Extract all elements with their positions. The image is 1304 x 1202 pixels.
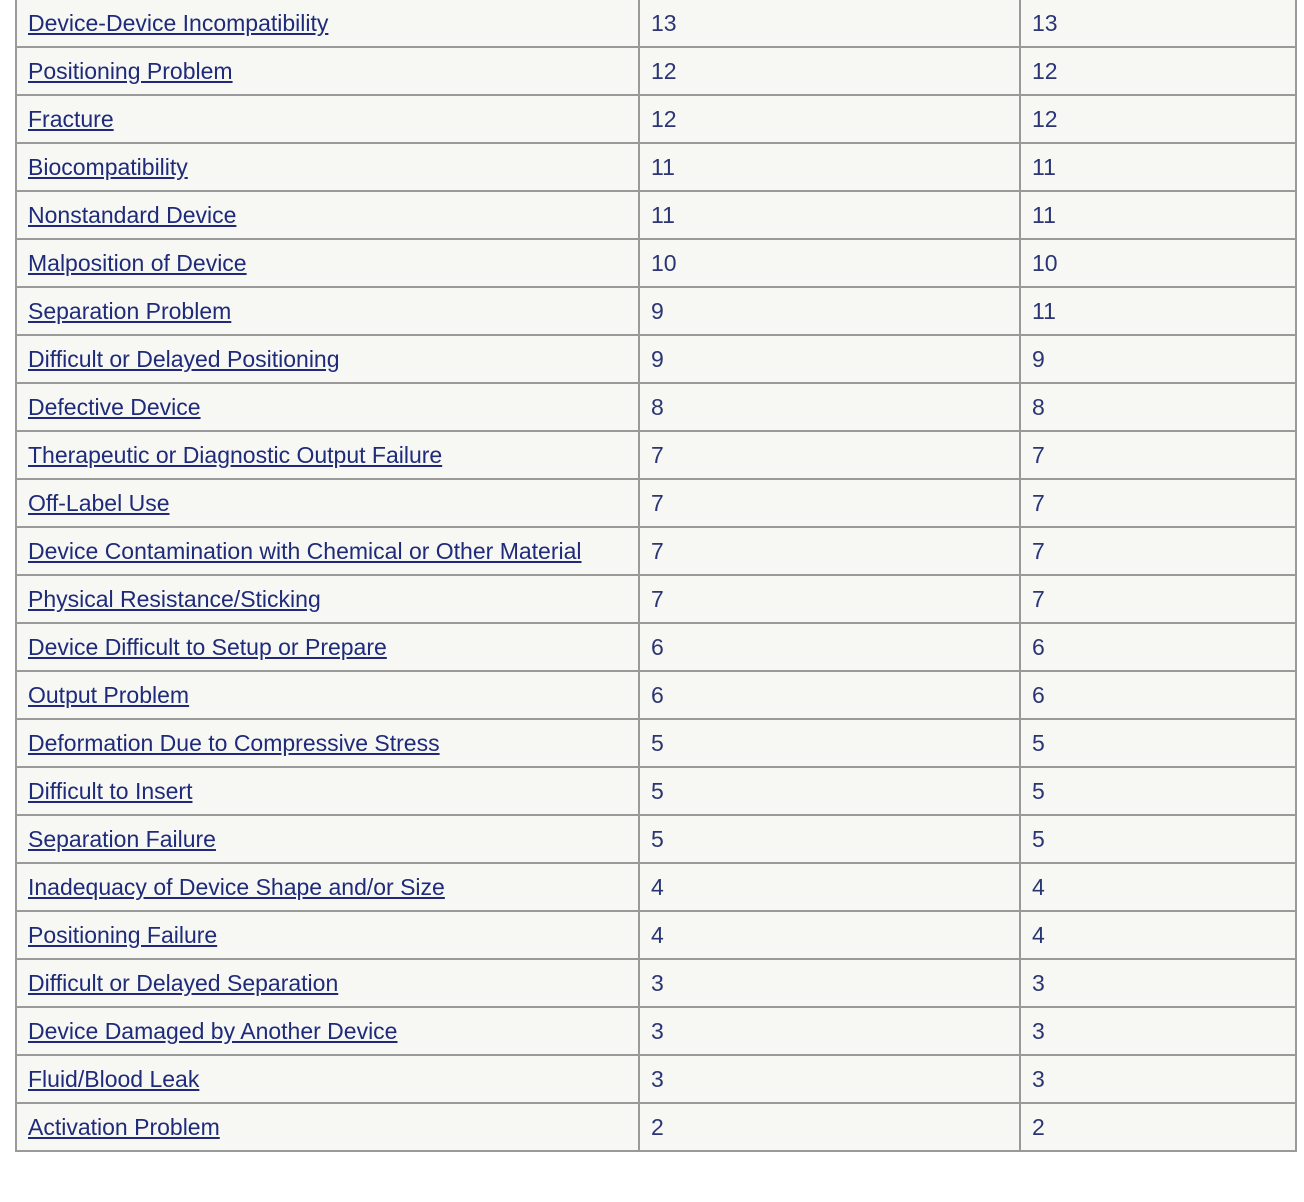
count-a-cell: 5 — [639, 815, 1020, 863]
count-b-cell: 8 — [1020, 383, 1296, 431]
problem-cell — [16, 1103, 639, 1151]
count-a-cell: 4 — [639, 863, 1020, 911]
table-row — [16, 47, 1296, 95]
problem-cell — [16, 767, 639, 815]
table-row — [16, 1103, 1296, 1151]
count-b-cell: 12 — [1020, 95, 1296, 143]
problem-cell — [16, 863, 639, 911]
problem-cell — [16, 239, 639, 287]
problem-cell — [16, 95, 639, 143]
table-row — [16, 431, 1296, 479]
problem-link[interactable]: Separation Problem — [28, 297, 232, 324]
count-a-cell: 7 — [639, 575, 1020, 623]
problem-link[interactable]: Difficult or Delayed Separation — [28, 969, 339, 996]
table-row — [16, 143, 1296, 191]
count-b-cell: 11 — [1020, 191, 1296, 239]
problem-cell — [16, 47, 639, 95]
count-a-cell: 9 — [639, 335, 1020, 383]
problem-cell — [16, 479, 639, 527]
device-problems-table — [15, 0, 1297, 1152]
problem-link[interactable]: Difficult to Insert — [28, 777, 193, 804]
count-a-cell: 13 — [639, 0, 1020, 47]
problem-cell — [16, 959, 639, 1007]
count-a-cell: 10 — [639, 239, 1020, 287]
count-a-cell: 6 — [639, 671, 1020, 719]
count-a-cell: 9 — [639, 287, 1020, 335]
problem-link[interactable]: Physical Resistance/Sticking — [28, 585, 321, 612]
count-a-cell: 3 — [639, 959, 1020, 1007]
count-b-cell: 13 — [1020, 0, 1296, 47]
count-b-cell: 7 — [1020, 575, 1296, 623]
problem-link[interactable]: Device Difficult to Setup or Prepare — [28, 633, 387, 660]
table-row — [16, 527, 1296, 575]
problem-link[interactable]: Separation Failure — [28, 825, 216, 852]
count-b-cell: 4 — [1020, 863, 1296, 911]
count-a-cell: 2 — [639, 1103, 1020, 1151]
count-b-cell: 3 — [1020, 1007, 1296, 1055]
count-a-cell: 6 — [639, 623, 1020, 671]
problem-cell — [16, 0, 639, 47]
count-a-cell: 3 — [639, 1055, 1020, 1103]
problem-cell — [16, 335, 639, 383]
count-a-cell: 12 — [639, 47, 1020, 95]
problem-cell — [16, 527, 639, 575]
count-b-cell: 5 — [1020, 719, 1296, 767]
problem-cell — [16, 431, 639, 479]
problem-cell — [16, 623, 639, 671]
problem-link[interactable]: Defective Device — [28, 393, 201, 420]
problem-link[interactable]: Positioning Problem — [28, 57, 233, 84]
table-row — [16, 383, 1296, 431]
count-a-cell: 5 — [639, 719, 1020, 767]
count-b-cell: 3 — [1020, 1055, 1296, 1103]
table-row — [16, 671, 1296, 719]
problem-cell — [16, 911, 639, 959]
problem-cell — [16, 287, 639, 335]
count-b-cell: 11 — [1020, 143, 1296, 191]
count-a-cell: 7 — [639, 479, 1020, 527]
problem-cell — [16, 143, 639, 191]
problem-link[interactable]: Deformation Due to Compressive Stress — [28, 729, 440, 756]
count-b-cell: 12 — [1020, 47, 1296, 95]
problem-link[interactable]: Difficult or Delayed Positioning — [28, 345, 340, 372]
problem-link[interactable]: Malposition of Device — [28, 249, 247, 276]
problem-cell — [16, 383, 639, 431]
table-row — [16, 1007, 1296, 1055]
count-b-cell: 7 — [1020, 431, 1296, 479]
problem-cell — [16, 671, 639, 719]
problem-link[interactable]: Device-Device Incompatibility — [28, 9, 329, 36]
table-row — [16, 191, 1296, 239]
problem-cell — [16, 815, 639, 863]
problem-cell — [16, 1007, 639, 1055]
count-a-cell: 3 — [639, 1007, 1020, 1055]
count-b-cell: 5 — [1020, 815, 1296, 863]
table-row — [16, 95, 1296, 143]
problem-link[interactable]: Off-Label Use — [28, 489, 170, 516]
problem-cell — [16, 719, 639, 767]
table-row — [16, 623, 1296, 671]
count-b-cell: 10 — [1020, 239, 1296, 287]
problem-link[interactable]: Therapeutic or Diagnostic Output Failure — [28, 441, 443, 468]
table-row — [16, 239, 1296, 287]
table-row — [16, 863, 1296, 911]
problem-link[interactable]: Nonstandard Device — [28, 201, 237, 228]
count-a-cell: 7 — [639, 431, 1020, 479]
table-row — [16, 959, 1296, 1007]
table-row — [16, 719, 1296, 767]
count-a-cell: 11 — [639, 143, 1020, 191]
count-a-cell: 11 — [639, 191, 1020, 239]
count-a-cell: 12 — [639, 95, 1020, 143]
table-row — [16, 287, 1296, 335]
problem-cell — [16, 575, 639, 623]
count-a-cell: 4 — [639, 911, 1020, 959]
count-b-cell: 3 — [1020, 959, 1296, 1007]
problem-link[interactable]: Activation Problem — [28, 1113, 220, 1140]
problem-link[interactable]: Device Contamination with Chemical or Other Material — [28, 537, 582, 564]
problem-link[interactable]: Inadequacy of Device Shape and/or Size — [28, 873, 445, 900]
table-row — [16, 575, 1296, 623]
count-b-cell: 6 — [1020, 623, 1296, 671]
count-b-cell: 6 — [1020, 671, 1296, 719]
count-a-cell: 8 — [639, 383, 1020, 431]
table-row — [16, 911, 1296, 959]
table-row — [16, 1055, 1296, 1103]
problem-link[interactable]: Output Problem — [28, 681, 190, 708]
table-row — [16, 767, 1296, 815]
count-b-cell: 7 — [1020, 527, 1296, 575]
table-row — [16, 0, 1296, 47]
problem-link[interactable]: Fluid/Blood Leak — [28, 1065, 200, 1092]
table-row — [16, 815, 1296, 863]
table-row — [16, 479, 1296, 527]
count-b-cell: 2 — [1020, 1103, 1296, 1151]
problem-link[interactable]: Positioning Failure — [28, 921, 218, 948]
problem-cell — [16, 1055, 639, 1103]
table-row — [16, 335, 1296, 383]
problem-link[interactable]: Device Damaged by Another Device — [28, 1017, 398, 1044]
problem-link[interactable]: Fracture — [28, 105, 114, 132]
table-body — [16, 0, 1296, 1151]
count-b-cell: 9 — [1020, 335, 1296, 383]
device-problems-table-container — [15, 0, 1295, 1152]
problem-link[interactable]: Biocompatibility — [28, 153, 188, 180]
count-b-cell: 7 — [1020, 479, 1296, 527]
count-b-cell: 4 — [1020, 911, 1296, 959]
count-b-cell: 11 — [1020, 287, 1296, 335]
count-a-cell: 5 — [639, 767, 1020, 815]
count-a-cell: 7 — [639, 527, 1020, 575]
problem-cell — [16, 191, 639, 239]
count-b-cell: 5 — [1020, 767, 1296, 815]
